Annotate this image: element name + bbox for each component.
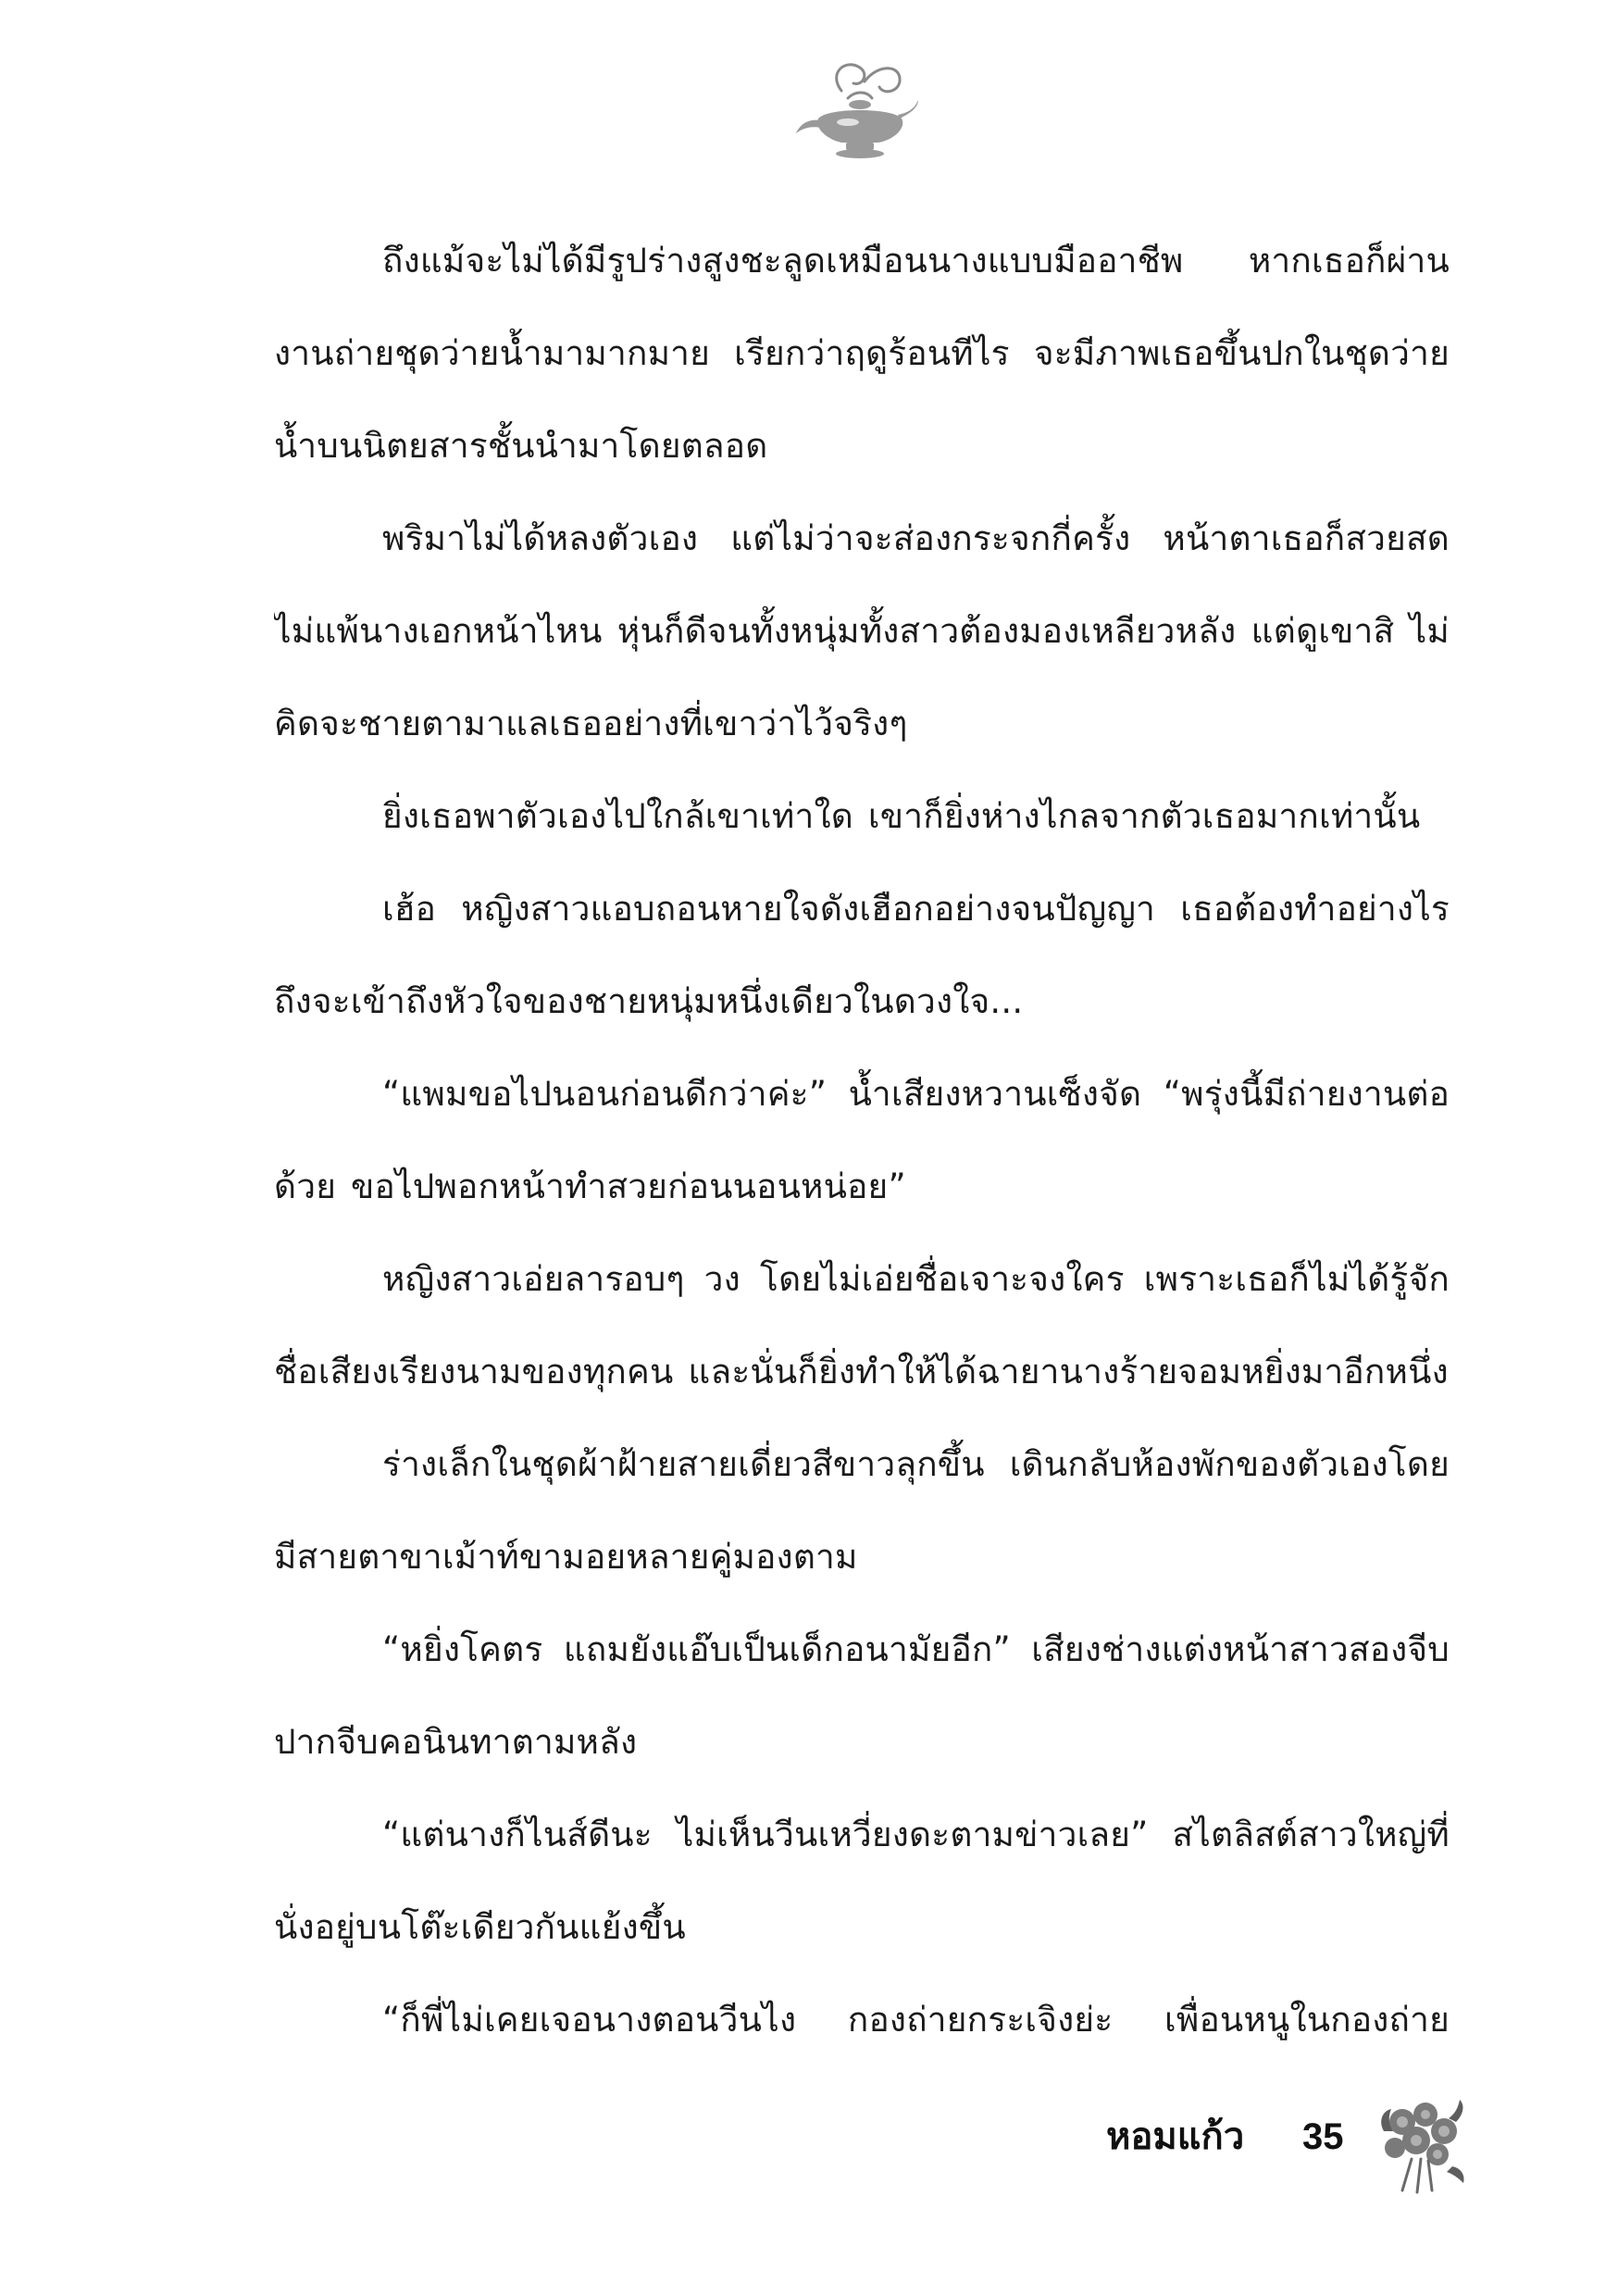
paragraph: “แต่นางก็ไนส์ดีนะ ไม่เห็นวีนเหวี่ยงดะตามข่าวเลย” สไตลิสต์สาวใหญ่ที่นั่งอยู่บนโต๊ะเดียวกันแย้งขึ้น [274, 1815, 1450, 1947]
paragraph: “แพมขอไปนอนก่อนดีกว่าค่ะ” น้ำเสียงหวานเซ็งจัด “พรุ่งนี้มีถ่ายงานต่อด้วย ขอไปพอกหน้าทำสวยก่อนนอนหน่อย” [274, 1074, 1450, 1206]
chapter-body [274, 215, 1450, 2085]
flower-bouquet-icon [1375, 2094, 1467, 2196]
paragraph: ร่างเล็กในชุดผ้าฝ้ายสายเดี่ยวสีขาวลุกขึ้น เดินกลับห้องพักของตัวเองโดยมีสายตาขาเม้าท์ขามอยหลายคู่มองตาม [274, 1444, 1450, 1577]
paragraph: หญิงสาวเอ่ยลารอบๆ วง โดยไม่เอ่ยชื่อเจาะจงใคร เพราะเธอก็ไม่ได้รู้จักชื่อเสียงเรียงนามของทุกคน และนั่นก็ยิ่งทำให้ได้ฉายานางร้ายจอมหยิ่งมาอีกหนึ่ง [274, 1259, 1450, 1391]
genie-lamp-icon [790, 54, 920, 165]
paragraph: “หยิ่งโคตร แถมยังแอ๊บเป็นเด็กอนามัยอีก” เสียงช่างแต่งหน้าสาวสองจีบปากจีบคอนินทาตามหลัง [274, 1629, 1450, 1762]
paragraph: เฮ้อ หญิงสาวแอบถอนหายใจดังเฮือกอย่างจนปัญญา เธอต้องทำอย่างไรถึงจะเข้าถึงหัวใจของชายหนุ่มหนึ่งเดียวในดวงใจ... [274, 889, 1450, 1021]
page-number: 35 [1302, 2116, 1344, 2157]
paragraph: พริมาไม่ได้หลงตัวเอง แต่ไม่ว่าจะส่องกระจกกี่ครั้ง หน้าตาเธอก็สวยสดไม่แพ้นางเอกหน้าไหน หุ่นก็ดีจนทั้งหนุ่มทั้งสาวต้องมองเหลียวหลัง แต่ดูเขาสิ ไม่คิดจะชายตามาแลเธออย่างที่เขาว่าไว้จริงๆ [274, 518, 1450, 743]
page-footer [1106, 2094, 1495, 2196]
book-title: หอมแก้ว [1106, 2115, 1245, 2158]
paragraph: ถึงแม้จะไม่ได้มีรูปร่างสูงชะลูดเหมือนนางแบบมืออาชีพ หากเธอก็ผ่านงานถ่ายชุดว่ายน้ำมามากมาย เรียกว่าฤดูร้อนทีไร จะมีภาพเธอขึ้นปกในชุดว่ายน้ำบนนิตยสารชั้นนำมาโดยตลอด [274, 241, 1450, 466]
paragraph: “ก็พี่ไม่เคยเจอนางตอนวีนไง กองถ่ายกระเจิงย่ะ เพื่อนหนูในกองถ่าย [382, 2000, 1450, 2040]
paragraph: ยิ่งเธอพาตัวเองไปใกล้เขาเท่าใด เขาก็ยิ่งห่างไกลจากตัวเธอมากเท่านั้น [382, 796, 1421, 836]
